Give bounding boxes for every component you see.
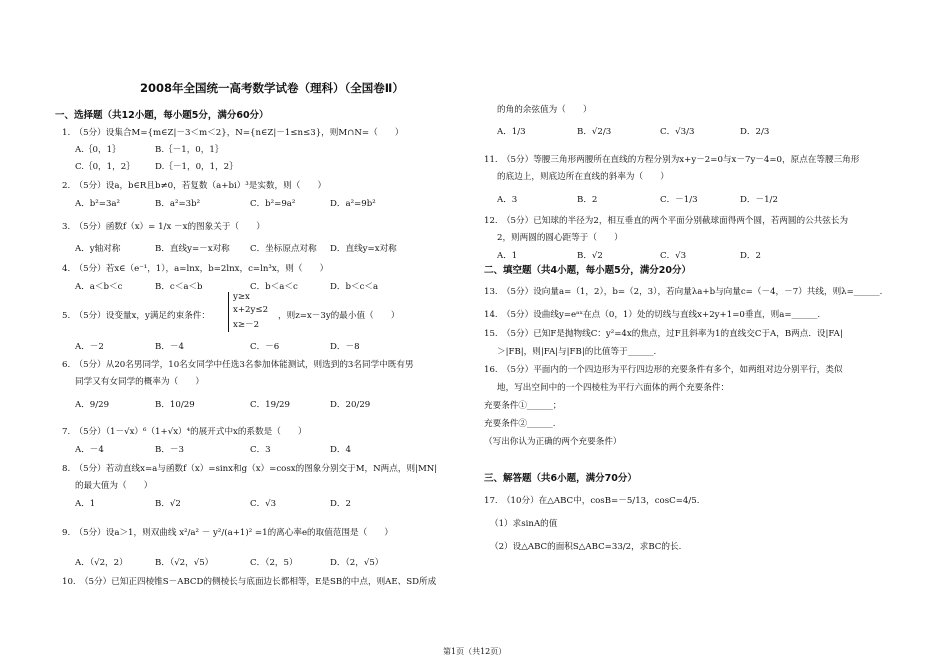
option-10d: D．2/3	[740, 127, 770, 137]
question-12: 12. （5分）已知球的半径为2，相互垂直的两个平面分别截球面得两个圆，若两圆的公共弦长为	[484, 216, 849, 226]
option-3d: D．直线y=x对称	[330, 244, 397, 254]
question-2: 2. （5分）设a，b∈R且b≠0，若复数（a+bi）³是实数，则（ ）	[62, 181, 327, 191]
option-4c: C．b＜a＜c	[250, 282, 298, 292]
option-9d: D．（2，√5）	[330, 558, 384, 568]
option-7a: A．－4	[75, 445, 104, 455]
option-11a: A．3	[497, 195, 518, 205]
question-16-note: （写出你认为正确的两个充要条件）	[484, 437, 622, 447]
option-3b: B．直线y=－x对称	[155, 244, 230, 254]
option-7b: B．－3	[155, 445, 184, 455]
option-7d: D．4	[330, 445, 351, 455]
section-heading-choice: 一、选择题（共12小题，每小题5分，满分60分）	[55, 110, 269, 121]
question-16-blank-2: 充要条件②______.	[484, 419, 556, 429]
option-11d: D．－1/2	[740, 195, 778, 205]
option-9b: B．（√2，√5）	[155, 558, 214, 568]
option-2b: B．a²=3b²	[155, 199, 201, 209]
option-8a: A．1	[75, 499, 96, 509]
option-8c: C．√3	[250, 499, 277, 509]
option-10a: A．1/3	[497, 127, 526, 137]
question-16: 16. （5分）平面内的一个四边形为平行四边形的充要条件有多个，如两组对边分别平行，类似	[484, 365, 843, 375]
page-footer: 第1页（共12页）	[443, 647, 507, 656]
question-15: 15. （5分）已知F是抛物线C：y²=4x的焦点，过F且斜率为1的直线交C于A，B两点．设|FA|	[484, 329, 843, 339]
option-5a: A．－2	[75, 342, 104, 352]
question-6-cont: 同学又有女同学的概率为（ ）	[75, 377, 204, 387]
option-2a: A．b²=3a²	[75, 199, 120, 209]
question-16-blank-1: 充要条件①______；	[484, 401, 562, 411]
option-12d: D．2	[740, 251, 761, 261]
section-heading-fill: 二、填空题（共4小题，每小题5分，满分20分）	[484, 265, 691, 276]
question-17: 17. （10分）在△ABC中，cosB=－5/13，cosC=4/5.	[484, 496, 700, 506]
option-5c: C．－6	[250, 342, 280, 352]
option-8d: D．2	[330, 499, 351, 509]
question-5: 5. （5分）设变量x，y满足约束条件：	[62, 311, 210, 321]
option-6d: D．20/29	[330, 400, 371, 410]
question-13: 13. （5分）设向量a=（1，2），b=（2，3），若向量λa+b与向量c=（－4，－7）共线，则λ=______.	[484, 287, 883, 297]
option-3c: C．坐标原点对称	[250, 244, 317, 254]
constraint-1: y≥x	[233, 292, 250, 302]
option-9a: A．（√2，2）	[75, 558, 128, 568]
question-6: 6. （5分）从20名男同学，10名女同学中任选3名参加体能测试，则选到的3名同学中既有男	[62, 360, 414, 370]
option-2d: D．a²=9b²	[330, 199, 376, 209]
option-1b: B.｛－1，0，1｝	[155, 145, 224, 155]
option-1a: A.｛0，1｝	[75, 145, 121, 155]
option-10c: C．√3/3	[660, 127, 695, 137]
option-5b: B．－4	[155, 342, 184, 352]
option-5d: D．－8	[330, 342, 360, 352]
question-7: 7. （5分）（1－√x）⁶（1+√x）⁴的展开式中x的系数是（ ）	[62, 427, 307, 437]
question-15-cont: ＞|FB|，则|FA|与|FB|的比值等于______.	[497, 347, 657, 357]
option-11c: C．－1/3	[660, 195, 698, 205]
question-8: 8. （5分）若动直线x=a与函数f（x）=sinx和g（x）=cosx的图象分别交于M，N两点，则|MN|	[62, 464, 438, 474]
constraint-system-brace	[228, 292, 277, 332]
option-6c: C．19/29	[250, 400, 290, 410]
section-heading-solve: 三、解答题（共6小题，满分70分）	[484, 473, 637, 484]
option-12c: C．√3	[660, 251, 687, 261]
paper-title: 2008年全国统一高考数学试卷（理科）（全国卷Ⅱ）	[140, 81, 404, 95]
question-4: 4. （5分）若x∈（e⁻¹，1），a=lnx，b=2lnx，c=ln³x，则（ ）	[62, 264, 329, 274]
option-8b: B．√2	[155, 499, 181, 509]
option-4d: D．b＜c＜a	[330, 282, 379, 292]
option-9c: C．（2，5）	[250, 558, 298, 568]
option-12a: A．1	[497, 251, 518, 261]
option-10b: B．√2/3	[577, 127, 612, 137]
option-12b: B．√2	[577, 251, 603, 261]
question-11: 11. （5分）等腰三角形两腰所在直线的方程分别为x+y－2=0与x－7y－4=0，原点在等腰三角形	[484, 155, 860, 165]
option-7c: C．3	[250, 445, 271, 455]
question-8-cont: 的最大值为（ ）	[75, 481, 153, 491]
constraint-3: x≥－2	[233, 320, 260, 330]
question-12-cont: 2，则两圆的圆心距等于（ ）	[497, 233, 623, 243]
option-6a: A．9/29	[75, 400, 110, 410]
question-1: 1. （5分）设集合M={m∈Z|－3＜m＜2}，N={n∈Z|－1≤n≤3}，则M∩N=（ ）	[62, 128, 404, 138]
option-6b: B．10/29	[155, 400, 195, 410]
option-4b: B．c＜a＜b	[155, 282, 203, 292]
question-16-cont: 地，写出空间中的一个四棱柱为平行六面体的两个充要条件：	[497, 383, 730, 393]
option-11b: B．2	[577, 195, 598, 205]
option-1d: D.｛－1，0，1，2｝	[155, 162, 238, 172]
question-9: 9. （5分）设a＞1，则双曲线 x²/a² － y²/(a+1)² =1的离心率e的取值范围是（ ）	[62, 528, 393, 538]
option-4a: A．a＜b＜c	[75, 282, 123, 292]
option-3a: A．y轴对称	[75, 244, 121, 254]
constraint-2: x+2y≤2	[233, 305, 269, 315]
question-11-cont: 的底边上，则底边所在直线的斜率为（ ）	[497, 172, 669, 182]
option-1c: C.｛0，1，2｝	[75, 162, 135, 172]
option-2c: C．b²=9a²	[250, 199, 296, 209]
question-17-part-2: （2）设△ABC的面积S△ABC=33/2，求BC的长.	[490, 542, 682, 552]
question-10: 10. （5分）已知正四棱锥S－ABCD的侧棱长与底面边长都相等，E是SB的中点，则AE、SD所成	[62, 577, 437, 587]
question-3: 3. （5分）函数f（x）= 1/x －x的图象关于（ ）	[62, 222, 265, 232]
question-17-part-1: （1）求sinA的值	[490, 519, 558, 529]
question-14: 14. （5分）设曲线y=eᵃˣ在点（0，1）处的切线与直线x+2y+1=0垂直，则a=______.	[484, 310, 821, 320]
question-10-cont: 的角的余弦值为（ ）	[497, 105, 592, 115]
question-5-tail: ，则z=x－3y的最小值（ ）	[278, 311, 400, 321]
